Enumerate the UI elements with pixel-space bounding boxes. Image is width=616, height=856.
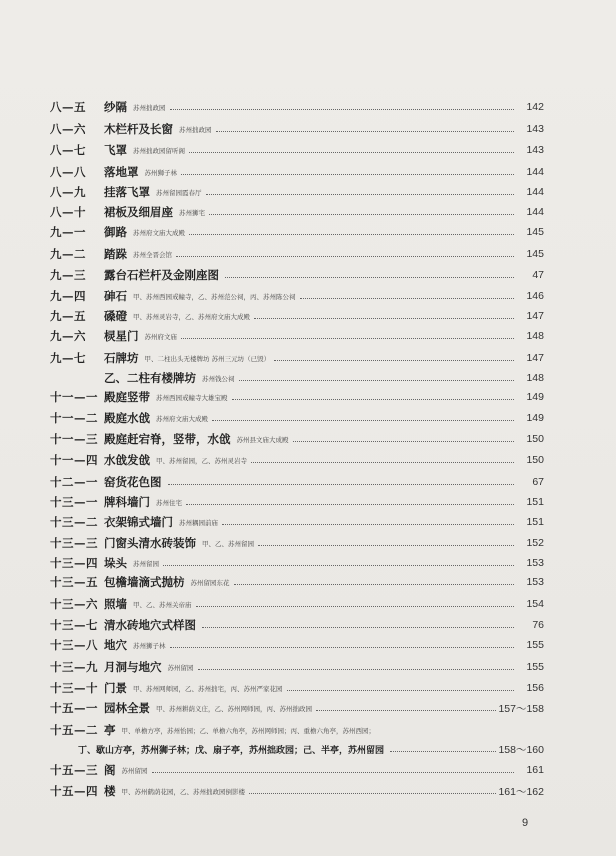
toc-entry-location: 甲、苏州西园戒幢寺，乙、苏州范公祠，丙、苏州陈公祠 [133, 292, 296, 301]
toc-entry-number: 九—五 [50, 309, 86, 323]
toc-entry-page: 153 [526, 576, 544, 588]
toc-leader-dots [186, 504, 514, 505]
toc-entry-page: 146 [526, 290, 544, 302]
toc-entry [50, 386, 544, 408]
toc-leader-dots [209, 214, 514, 215]
toc-entry-page: 147 [526, 352, 544, 364]
toc-entry [50, 201, 544, 223]
toc-entry-number: 十五—一 [50, 701, 98, 715]
toc-entry-number: 十三—八 [50, 638, 98, 652]
toc-entry-page: 143 [526, 123, 544, 135]
toc-leader-dots [196, 606, 515, 607]
toc-entry-page: 151 [526, 516, 544, 528]
toc-entry-number: 十三—三 [50, 536, 98, 550]
toc-entry-location: 苏州留园 [121, 766, 148, 775]
toc-entry-page: 76 [532, 619, 544, 631]
toc-entry-title: 殿庭水戗 [104, 411, 150, 425]
toc-leader-dots [300, 298, 515, 299]
toc-entry-title: 裙板及细眉座 [104, 205, 173, 219]
toc-entry-number: 十三—二 [50, 515, 98, 529]
toc-entry-location: 苏州狮子林 [133, 641, 166, 650]
toc-leader-dots [152, 772, 515, 773]
toc-entry-page: 150 [526, 454, 544, 466]
toc-entry [50, 759, 544, 781]
toc-leader-dots [293, 441, 515, 442]
toc-leader-dots [274, 360, 514, 361]
toc-entry-page: 67 [532, 476, 544, 488]
toc-entry [50, 161, 544, 183]
toc-entry-title: 窑货花色图 [104, 475, 162, 489]
toc-entry-title: 砷石 [104, 289, 127, 303]
toc-entry-location: 甲、二柱出头无楼牌坊 苏州三元坊（已毁） [144, 354, 271, 363]
toc-leader-dots [202, 627, 514, 628]
toc-entry-number: 八—六 [50, 122, 86, 136]
toc-entry-location: 苏州拙政园留听阁 [133, 146, 185, 155]
toc-entry [50, 285, 544, 307]
toc-entry-page: 161～162 [498, 785, 544, 798]
toc-entry-title: 门景 [104, 681, 127, 695]
toc-entry-title: 挂落飞罩 [104, 185, 150, 199]
toc-entry [50, 532, 544, 554]
toc-entry-number: 十三—一 [50, 495, 98, 509]
toc-entry-title: 木栏杆及长窗 [104, 122, 173, 136]
toc-entry-title: 园林全景 [104, 701, 150, 715]
toc-entry-number: 九—一 [50, 225, 86, 239]
toc-entry-number: 八—九 [50, 185, 86, 199]
toc-entry [50, 325, 544, 347]
toc-leader-dots [225, 277, 514, 278]
toc-entry [50, 780, 544, 802]
toc-entry-page: 153 [526, 557, 544, 569]
toc-entry [50, 305, 544, 327]
toc-entry-title: 飞罩 [104, 143, 127, 157]
toc-entry-number: 八—七 [50, 143, 86, 157]
toc-entry-title: 御路 [104, 225, 127, 239]
toc-leader-dots [390, 751, 496, 752]
toc-entry-location: 甲、苏州网师园，乙、苏州拙宅，丙、苏州严家花园 [133, 684, 283, 693]
toc-entry-number: 十二—一 [50, 475, 98, 489]
toc-entry-page: 142 [526, 101, 544, 113]
toc-entry [50, 96, 544, 118]
toc-entry-title: 月洞与地穴 [104, 660, 162, 674]
toc-entry-page: 155 [526, 661, 544, 673]
toc-entry-title: 落地罩 [104, 165, 139, 179]
toc-leader-dots [216, 131, 515, 132]
toc-entry-location: 甲、苏州耕荫义庄，乙、苏州网师园，丙、苏州拙政园 [156, 704, 312, 713]
toc-entry-title: 殿庭竖带 [104, 390, 150, 404]
toc-leader-dots [206, 194, 515, 195]
toc-entry-title: 露台石栏杆及金刚座图 [104, 268, 219, 282]
toc-entry-number: 十五—四 [50, 784, 98, 798]
toc-entry-title: 石牌坊 [104, 351, 139, 365]
toc-entry-number: 十一—三 [50, 432, 98, 446]
toc-entry-page: 149 [526, 391, 544, 403]
toc-leader-dots [222, 524, 514, 525]
toc-leader-dots [254, 318, 514, 319]
toc-entry [50, 347, 544, 369]
toc-entry-page: 144 [526, 186, 544, 198]
toc-entry-page: 148 [526, 372, 544, 384]
toc-entry [50, 593, 544, 615]
toc-leader-dots [239, 380, 515, 381]
toc-leader-dots [234, 584, 515, 585]
toc-entry [50, 243, 544, 265]
toc-leader-dots [168, 484, 515, 485]
toc-entry [50, 428, 544, 450]
toc-entry-number: 九—二 [50, 247, 86, 261]
toc-entry-title: 牌科墙门 [104, 495, 150, 509]
toc-entry-number: 八—八 [50, 165, 86, 179]
toc-entry-title: 亭 [104, 723, 116, 737]
toc-entry-page: 144 [526, 206, 544, 218]
toc-entry-location: 苏州狮宅 [179, 208, 205, 217]
toc-leader-dots [249, 793, 496, 794]
toc-entry-title: 楼 [104, 784, 116, 798]
toc-entry-number: 十三—七 [50, 618, 98, 632]
toc-entry [50, 656, 544, 678]
toc-entry-number: 八—十 [50, 205, 86, 219]
toc-entry-page: 144 [526, 166, 544, 178]
toc-entry-title: 门窗头清水砖装饰 [104, 536, 196, 550]
toc-entry-number: 十五—二 [50, 723, 98, 737]
toc-entry-location: 甲、苏州留园，乙、苏州灵岩寺 [156, 456, 247, 465]
toc-entry-page: 158～160 [498, 743, 544, 756]
toc-entry-number: 十三—五 [50, 575, 98, 589]
toc-entry [50, 407, 544, 429]
toc-entry-title: 乙、二柱有楼牌坊 [104, 371, 196, 385]
toc-entry-page: 47 [532, 269, 544, 281]
toc-entry-page: 152 [526, 537, 544, 549]
toc-entry-location: 苏州西园戒幢寺大雄宝殿 [156, 393, 228, 402]
toc-entry [50, 449, 544, 471]
toc-entry [50, 264, 544, 286]
toc-entry-location: 甲、乙、苏州关帝庙 [133, 600, 192, 609]
toc-entry-number: 九—七 [50, 351, 86, 365]
toc-entry-number: 十一—一 [50, 390, 98, 404]
toc-entry-location: 苏州拙政园 [179, 125, 212, 134]
toc-entry [50, 614, 544, 636]
toc-entry-title: 踏跺 [104, 247, 127, 261]
toc-leader-dots [316, 710, 496, 711]
toc-entry-location: 苏州留园霞春厅 [156, 188, 202, 197]
toc-entry-title: 水戗发戗 [104, 453, 150, 467]
toc-entry-location: 苏州钱公祠 [202, 374, 235, 383]
toc-leader-dots [170, 647, 515, 648]
toc-leader-dots [258, 545, 514, 546]
toc-leader-dots [181, 338, 514, 339]
toc-entry-number: 九—四 [50, 289, 86, 303]
toc-entry-number: 八—五 [50, 100, 86, 114]
toc-entry-number: 九—六 [50, 329, 86, 343]
toc-entry [50, 181, 544, 203]
toc-entry [50, 491, 544, 513]
toc-entry-page: 161 [526, 764, 544, 776]
toc-entry-location: 甲、苏州鹤荫花园，乙、苏州拙政园倒影楼 [121, 787, 245, 796]
toc-entry-number: 十三—九 [50, 660, 98, 674]
toc-leader-dots [232, 399, 515, 400]
toc-entry-title: 磉磴 [104, 309, 127, 323]
toc-entry-page: 150 [526, 433, 544, 445]
toc-leader-dots [287, 690, 515, 691]
toc-entry-title: 清水砖地穴式样图 [104, 618, 196, 632]
toc-entry-location: 苏州留园 [133, 559, 159, 568]
toc-entry-location: 苏州府文庙 [144, 332, 177, 341]
toc-entry-location: 苏州留园东花 [190, 578, 230, 587]
toc-entry-page: 143 [526, 144, 544, 156]
toc-entry-page: 145 [526, 248, 544, 260]
toc-entry-title: 地穴 [104, 638, 127, 652]
toc-entry-number: 十五—三 [50, 763, 98, 777]
toc-leader-dots [163, 565, 514, 566]
toc-entry-page: 157～158 [498, 702, 544, 715]
toc-leader-dots [198, 669, 515, 670]
toc-entry-location: 苏州拙政园 [133, 103, 166, 112]
toc-entry [50, 697, 544, 719]
toc-leader-dots [170, 109, 515, 110]
toc-entry-number: 十一—二 [50, 411, 98, 425]
toc-entry [50, 139, 544, 161]
toc-entry-page: 154 [526, 598, 544, 610]
toc-entry [50, 511, 544, 533]
toc-entry [50, 471, 544, 493]
toc-entry [78, 738, 544, 760]
toc-entry-location: 苏州县文庙大成殿 [236, 435, 289, 444]
toc-entry [50, 221, 544, 243]
toc-entry-location: 苏州府文庙大成殿 [156, 414, 208, 423]
toc-entry-number: 九—三 [50, 268, 86, 282]
toc-entry-number: 十一—四 [50, 453, 98, 467]
toc-entry-title: 棂星门 [104, 329, 139, 343]
toc-entry-location: 苏州住宅 [156, 498, 182, 507]
toc-entry-page: 151 [526, 496, 544, 508]
toc-entry-title: 丁、歇山方亭，苏州狮子林；戊、扇子亭，苏州拙政园；己、半亭，苏州留园 [78, 745, 385, 756]
toc-entry-location: 苏州耦园前庙 [179, 518, 218, 527]
toc-entry-title: 阁 [104, 763, 116, 777]
toc-entry-location: 甲、苏州灵岩寺，乙、苏州府文庙大成殿 [133, 312, 250, 321]
toc-entry-title: 包檐墙滴式抛枋 [104, 575, 185, 589]
toc-entry-number: 十三—四 [50, 556, 98, 570]
toc-entry-title: 垛头 [104, 556, 127, 570]
toc-entry-page: 148 [526, 330, 544, 342]
toc-leader-dots [212, 420, 514, 421]
toc-entry [50, 571, 544, 593]
toc-entry-page: 155 [526, 639, 544, 651]
toc-entry-number: 十三—六 [50, 597, 98, 611]
toc-entry-page: 156 [526, 682, 544, 694]
toc-entry-location: 苏州全晋会馆 [133, 250, 172, 259]
toc-leader-dots [189, 152, 514, 153]
toc-entry-location: 苏州狮子林 [144, 168, 177, 177]
toc-entry-location: 苏州府文庙大成殿 [133, 228, 185, 237]
toc-entry-page: 149 [526, 412, 544, 424]
toc-leader-dots [181, 174, 514, 175]
toc-entry-page: 145 [526, 226, 544, 238]
toc-entry-location: 甲、乙、苏州留园 [202, 539, 254, 548]
toc-entry-title: 衣架锦式墙门 [104, 515, 173, 529]
toc-entry-location: 甲、单檐方亭，苏州怡园；乙、单檐六角亭，苏州网师园；丙、重檐六角亭，苏州西园； [121, 726, 375, 735]
toc-entry [50, 118, 544, 140]
toc-entry-title: 照墙 [104, 597, 127, 611]
toc-entry [50, 634, 544, 656]
toc-entry-location: 苏州留园 [167, 663, 194, 672]
toc-leader-dots [189, 234, 514, 235]
toc-leader-dots [251, 462, 514, 463]
toc-entry-title: 纱隔 [104, 100, 127, 114]
toc-entry [50, 677, 544, 699]
toc-entry-title: 殿庭赶宕脊，竖带，水戗 [104, 432, 231, 446]
page-number: 9 [522, 817, 529, 829]
toc-leader-dots [176, 256, 514, 257]
toc-entry-number: 十三—十 [50, 681, 98, 695]
toc-entry-page: 147 [526, 310, 544, 322]
